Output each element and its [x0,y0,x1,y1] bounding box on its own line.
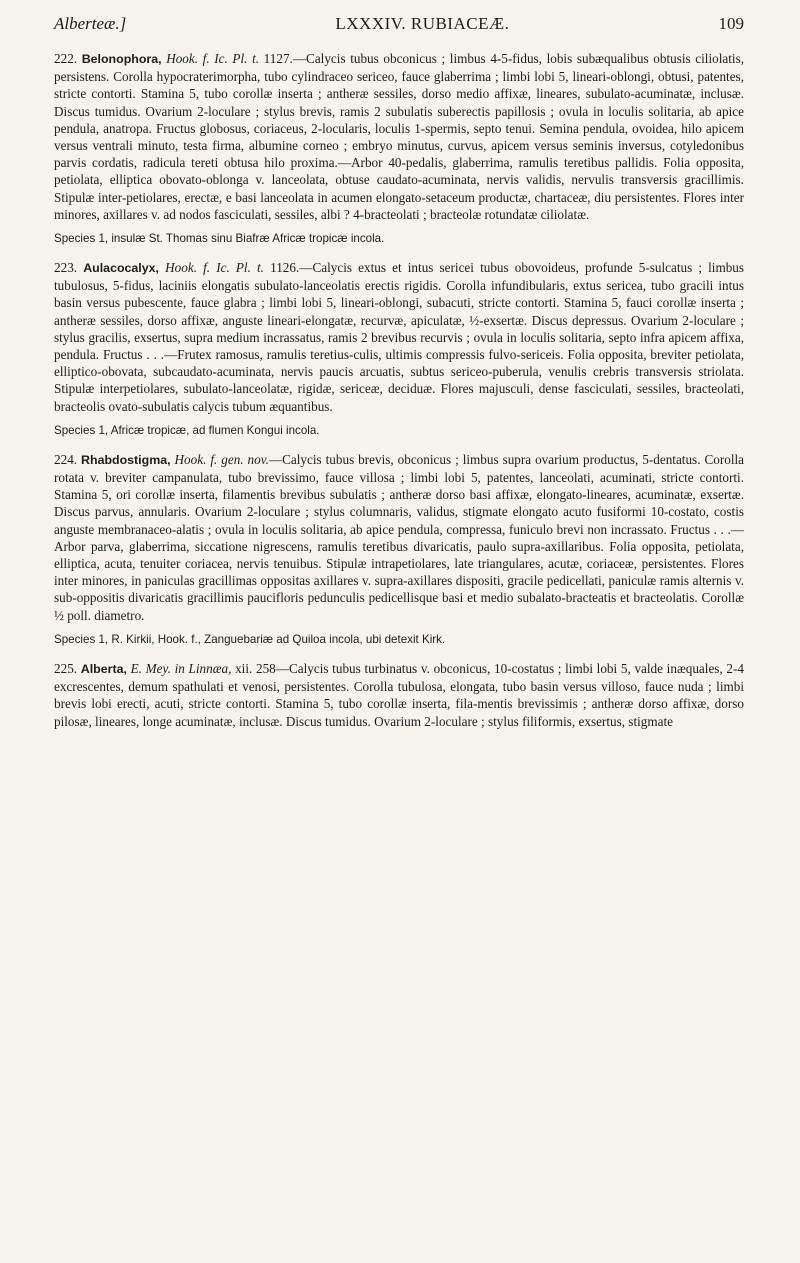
entry-description [54,660,744,730]
author-citation: E. Mey. in Linnæa, [130,660,232,676]
genus-name: Alberta, [80,661,127,676]
genus-name: Belonophora, [81,52,162,66]
header-section-label: Alberteæ.] [54,14,127,33]
entry-description [54,259,744,415]
genus-entry-223 [54,259,744,438]
entry-number: 223. [54,260,78,276]
author-citation: Hook. f. gen. nov. [174,451,269,467]
page-number: 109 [718,14,744,33]
genus-name: Aulacocalyx, [83,261,159,276]
entry-text: —Calycis tubus brevis, obconicus ; limbus supra ovarium productus, 5-dentatus. Corolla rotata v. breviter campanulata, tubo brevissimo, fauce villosa ; limbi lobi 5, patentes, lanceolati, acuminati, stricte contorti. Stamina 5, ori corollæ inserta, filamentis brevibus subulatis ; antheræ dorso basi affixæ, elongato-lineares, acuminatæ, exsertæ. Discus parvus, annularis. Ovarium 2-loculare ; stylus columnaris, validus, stigmate elongato acuto fusiformi 10-costato, costis anguste membranaceo-alatis ; ovula in loculis solitaria, ab apice pendula, compressa, funiculo brevi non incrassato. Fructus . . .—Arbor parva, glaberrima, siccatione nigrescens, ramulis teretibus divaricatis, paulo supra-axillaribus. Folia opposita, petiolata, elliptica, acuta, tenuiter coriacea, nervis tenuibus. Stipulæ intrapetiolares, late triangulares, acutæ, coriaceæ, persistentes. Flores inter minores, in paniculas gracillimas oppositas axillares v. supra-axillares dispositi, gracile pedicellati, paniculæ ramis alternis v. sub-oppositis divaricatis gracillimis paucifloris pedunculis pedicellisque basi et medio subalato-bracteatis et bracteolatis. Corollæ ½ poll. diametro. [54,451,745,623]
entry-number: 222. [54,51,78,66]
author-citation: Hook. f. Ic. Pl. t. [166,51,260,66]
entry-text: 1127.—Calycis tubus obconicus ; limbus 4-5-fidus, lobis subæqualibus obtusis ciliolatis, persistens. Corolla hypocraterimorpha, tubo cylindraceo sericeo, fauce glaberrima ; limbi lobi 5, lineari-oblongi, obtusi, patentes, stricte contorti. Stamina 5, tubo corollæ inserta ; antheræ sessiles, dorso medio affixæ, lineares, subulato-acuminatæ, inclusæ. Discus tumidus. Ovarium 2-loculare ; stylus brevis, ramis 2 subulatis suberectis papillosis ; ovula in loculis solitaria, ab apice pendula, anatropa. Fructus globosus, coriaceus, 2-locularis, loculis 1-spermis, septo tenui. Semina pendula, ovoidea, hilo apicem versus ventrali minuto, testa firma, albumine corneo ; embryo minutus, curvus, apicem versus seminis inversus, cotyledonibus parvis cordatis, radicula tereti obtusa hilo proxima.—Arbor 40-pedalis, glaberrima, ramulis teretibus pallidis. Folia opposita, petiolata, elliptica obovato-oblonga v. lanceolata, obtuse caudato-acuminata, nervis validis, nervulis transversis gracillimis. Stipulæ inter-petiolares, erectæ, e basi lanceolata in acumen elongato-setaceum productæ, chartaceæ, diu persistentes. Flores inter minores, axillares v. ad nodos fasciculati, sessiles, albi ? 4-bracteolati ; bracteolæ rotundatæ ciliolatæ. [54,51,744,222]
species-note: Species 1, insulæ St. Thomas sinu Biafræ Africæ tropicæ incola. [54,232,385,246]
genus-entry-222 [54,50,744,246]
entry-number: 224. [54,451,78,467]
entry-text: xii. 258—Calycis tubus turbinatus v. obconicus, 10-costatus ; limbi lobi 5, valde inæquales, 2-4 excrescentes, demum spathulati et venosi, persistentes. Corolla tubulosa, elongata, tubo basin versus villoso, fauce nuda ; limbi brevis lobi erecti, acuti, stricte contorti. Stamina 5, tubo corollæ inserta, fila-mentis brevissimis ; antheræ dorso affixæ, dorso pilosæ, lineares, longe acuminatæ, inclusæ. Discus tumidus. Ovarium 2-loculare ; stylus filiformis, exsertus, stigmate [54,660,744,729]
species-note: Species 1, Africæ tropicæ, ad flumen Kongui incola. [54,423,320,437]
entry-description [54,451,744,624]
genus-name: Rhabdostigma, [81,452,171,467]
author-citation: Hook. f. Ic. Pl. t. [165,260,264,276]
header-family-title: LXXXIV. RUBIACEÆ. [335,14,510,33]
running-header [54,14,744,44]
genus-entry-224 [54,451,744,647]
species-note: Species 1, R. Kirkii, Hook. f., Zanguebariæ ad Quiloa incola, ubi detexit Kirk. [54,632,446,646]
entry-text: 1126.—Calycis extus et intus sericei tubus obovoideus, profunde 5-sulcatus ; limbus tubulosus, 5-fidus, laciniis elongatis subulato-lanceolatis erectis rigidis. Corolla infundibularis, extus sericea, tubo gracili intus basin versus pubescente, fauce glabra ; limbi lobi 5, lineari-oblongi, subacuti, stricte contorti. Stamina 5, fauci corollæ inserta ; antheræ sessiles, dorso affixæ, anguste lineari-elongatæ, recurvæ, apiculatæ, ½-exsertæ. Discus depressus. Ovarium 2-loculare ; stylus gracilis, exsertus, supra medium incrassatus, ramis 2 brevibus recurvis ; ovula in loculis solitaria, septo infra apicem affixa, pendula. Fructus . . .—Frutex ramosus, ramulis teretius-culis, ultimis compressis fulvo-sericeis. Folia opposita, breviter petiolata, elliptico-obovata, subcaudato-acuminata, nervis paucis arcuatis, subtus sericeo-puberula, venulis crebris transversis striolata. Stipulæ interpetiolares, subulato-lanceolatæ, rigidæ, sericeæ, deciduæ. Flores majusculi, dense fasciculati, sessiles, bracteolati, bracteolis ovato-subulatis calycis tubum æquantibus. [54,260,745,414]
entry-number: 225. [54,660,78,676]
genus-entry-225 [54,660,744,730]
entry-description [54,50,744,223]
